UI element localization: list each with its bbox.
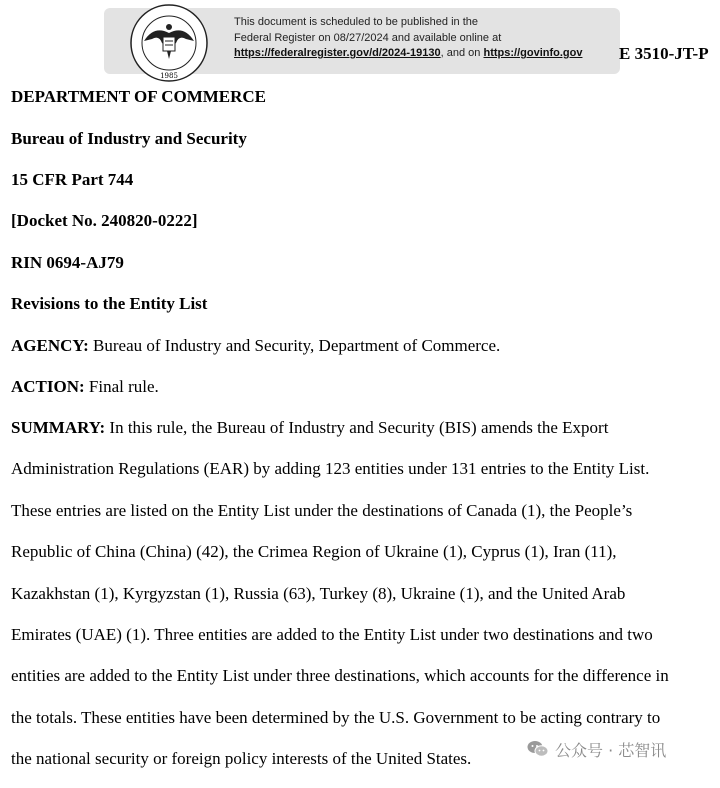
banner-text [234,15,619,62]
action-value: Final rule. [84,377,159,396]
agency-label: AGENCY: [11,336,89,355]
banner-line-1: This document is scheduled to be published in the [234,16,478,28]
summary-line: the national security or foreign policy interests of the United States. [11,749,472,769]
agency-value: Bureau of Industry and Security, Department of Commerce. [88,336,501,355]
summary-line: Emirates (UAE) (1). Three entities are added to the Entity List under two destinations and two [11,624,653,644]
action-label: ACTION: [11,377,85,396]
wechat-watermark [527,738,666,760]
summary-line: Administration Regulations (EAR) by adding 123 entities under 131 entries to the Entity List. [11,459,650,479]
summary-line: SUMMARY: In this rule, the Bureau of Industry and Security (BIS) amends the Export [11,418,609,437]
agency-line [11,336,500,356]
summary-paragraph [11,415,711,788]
document-code: E 3510-JT-P [619,44,709,63]
rule-title: Revisions to the Entity List [11,294,208,313]
banner-mid-text: , and on [440,47,484,59]
summary-line: Kazakhstan (1), Kyrgyzstan (1), Russia (63), Turkey (8), Ukraine (1), and the United Arab [11,583,626,603]
summary-line: These entries are listed on the Entity List under the destinations of Canada (1), the People’s [11,500,633,520]
govinfo-link[interactable]: https://govinfo.gov [483,47,583,59]
bureau-heading: Bureau of Industry and Security [11,129,247,148]
seal-year: 1985 [160,72,178,80]
federal-register-link[interactable]: https://federalregister.gov/d/2024-19130 [234,47,441,59]
action-line [11,377,159,397]
wechat-icon [527,740,549,758]
summary-label: SUMMARY: [11,418,106,437]
rin-number: RIN 0694-AJ79 [11,253,124,272]
department-heading: DEPARTMENT OF COMMERCE [11,87,267,106]
nara-seal-logo [124,3,214,83]
docket-number: [Docket No. 240820-0222] [11,211,198,230]
cfr-heading: 15 CFR Part 744 [11,170,134,189]
banner-line-2: Federal Register on 08/27/2024 and available online at [234,31,502,44]
watermark-text: 公众号 · 芯智讯 [555,740,667,760]
summary-line: the totals. These entities have been determined by the U.S. Government to be acting contrary to [11,707,661,727]
summary-line: Republic of China (China) (42), the Crimea Region of Ukraine (1), Cyprus (1), Iran (11), [11,542,617,562]
summary-line: entities are added to the Entity List under three destinations, which accounts for the difference in [11,666,669,686]
